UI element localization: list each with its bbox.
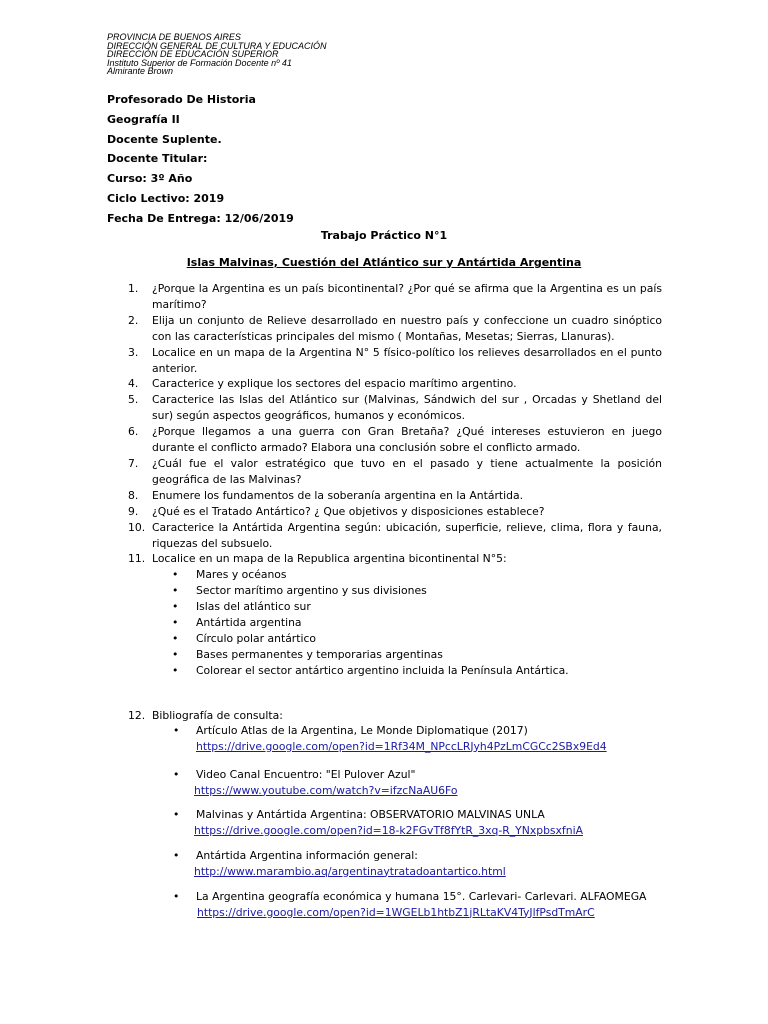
question-text: Enumere los fundamentos de la soberanía argentina en la Antártida. — [152, 488, 524, 502]
bibliography-link[interactable]: https://drive.google.com/open?id=18-k2FGvTf8fYtR_3xq-R_YNxpbsxfniA — [194, 823, 583, 837]
bullet-icon: • — [172, 584, 179, 598]
bibliography-entry — [107, 807, 667, 838]
info-line: Curso: 3º Año — [107, 172, 193, 186]
list-item — [107, 631, 662, 647]
info-line: Geografía II — [107, 112, 180, 126]
question-number: 9. — [128, 504, 139, 518]
question-item — [107, 392, 662, 424]
bibliography-heading — [107, 708, 667, 724]
bibliography-link[interactable]: https://www.youtube.com/watch?v=ifzcNaAU6Fo — [194, 783, 458, 797]
header-line: Instituto Superior de Formación Docente nº 41 — [107, 57, 292, 68]
bibliography-entry-title: Artículo Atlas de la Argentina, Le Monde Diplomatique (2017) — [196, 724, 528, 737]
assignment-subtitle: Islas Malvinas, Cuestión del Atlántico sur y Antártida Argentina — [186, 256, 582, 269]
header-line: PROVINCIA DE BUENOS AIRES — [107, 32, 241, 42]
info-line: Ciclo Lectivo: 2019 — [107, 191, 225, 205]
bibliography-entry-title: La Argentina geografía económica y humana 15°. Carlevari- Carlevari. ALFAOMEGA — [196, 890, 647, 903]
bibliography-entry-title: Malvinas y Antártida Argentina: OBSERVATORIO MALVINAS UNLA — [196, 808, 545, 821]
bullet-icon: • — [172, 663, 179, 677]
question-text: Caracterice y explique los sectores del espacio marítimo argentino. — [152, 377, 517, 391]
bullet-icon: • — [173, 808, 180, 821]
header-line: DIRECCIÓN GENERAL DE CULTURA Y EDUCACIÓN — [107, 40, 327, 51]
map-item-text: Mares y océanos — [196, 568, 287, 582]
question-text: Caracterice la Antártida Argentina según: ubicación, superficie, relieve, clima, flora y fauna, riquezas del subsuelo. — [152, 520, 662, 550]
bullet-icon: • — [173, 768, 180, 781]
list-item — [107, 567, 662, 583]
bullet-icon: • — [173, 724, 180, 737]
question-number: 1. — [128, 282, 139, 295]
question-item — [107, 504, 662, 520]
map-item-text: Bases permanentes y temporarias argentinas — [196, 647, 443, 661]
question-item — [107, 551, 662, 567]
bibliography-entry-title: Video Canal Encuentro: "El Pulover Azul" — [196, 768, 416, 781]
question-number: 6. — [128, 425, 139, 439]
question-item — [107, 376, 662, 392]
bullet-icon: • — [172, 568, 179, 582]
question-number: 11. — [128, 552, 146, 566]
info-line: Docente Suplente. — [107, 132, 222, 146]
map-item-text: Sector marítimo argentino y sus divisiones — [196, 584, 427, 598]
bullet-icon: • — [173, 849, 180, 862]
map-item-list — [107, 567, 662, 678]
info-line: Profesorado De Historia — [107, 93, 256, 106]
question-item — [107, 313, 662, 345]
map-item-text: Círculo polar antártico — [196, 631, 317, 645]
bibliography-section — [107, 708, 667, 919]
question-number: 8. — [128, 488, 139, 502]
info-line: Docente Titular: — [107, 152, 208, 166]
list-item — [107, 615, 662, 631]
bibliography-entry — [107, 767, 667, 798]
question-number: 3. — [128, 345, 139, 359]
header-line: Almirante Brown — [107, 66, 174, 76]
course-info — [107, 90, 427, 229]
question-item — [107, 488, 662, 504]
info-line: Fecha De Entrega: 12/06/2019 — [107, 211, 294, 225]
bibliography-entry — [107, 848, 667, 879]
map-item-text: Islas del atlántico sur — [196, 600, 311, 614]
question-text: ¿Porque la Argentina es un país bicontinental? ¿Por qué se afirma que la Argentina es un país marítimo? — [152, 282, 662, 311]
question-text: Localice en un mapa de la Republica argentina bicontinental N°5: — [152, 552, 507, 566]
list-item — [107, 647, 662, 663]
bibliography-link[interactable]: https://drive.google.com/open?id=1WGELb1htbZ1jRLtaKV4TyJlfPsdTmArC — [197, 905, 595, 919]
bullet-icon: • — [173, 890, 180, 903]
list-item — [107, 663, 662, 679]
question-text: ¿Qué es el Tratado Antártico? ¿ Que objetivos y disposiciones establece? — [152, 504, 545, 518]
header-line: DIRECCIÓN DE EDUCACIÓN SUPERIOR — [107, 49, 279, 59]
list-item — [107, 583, 662, 599]
bullet-icon: • — [172, 616, 179, 630]
question-text: ¿Cuál fue el valor estratégico que tuvo en el pasado y tiene actualmente la posición geográfica de las Malvinas? — [152, 456, 662, 486]
question-text: Localice en un mapa de la Argentina N° 5 físico-político los relieves desarrollados en el punto anterior. — [152, 345, 662, 375]
question-number: 2. — [128, 313, 139, 327]
bullet-icon: • — [172, 647, 179, 661]
question-text: Elija un conjunto de Relieve desarrollado en nuestro país y confeccione un cuadro sinóptico con las características principales del mismo ( Montañas, Mesetas; Sierras, Llanuras). — [152, 313, 662, 343]
bibliography-link[interactable]: http://www.marambio.aq/argentinaytratadoantartico.html — [194, 864, 506, 878]
question-item — [107, 424, 662, 456]
question-number: 12. — [128, 709, 146, 722]
institution-header — [107, 33, 437, 76]
question-number: 7. — [128, 456, 139, 470]
bibliography-entry — [107, 723, 667, 754]
map-item-text: Antártida argentina — [196, 616, 302, 630]
question-list — [107, 281, 662, 679]
question-number: 4. — [128, 377, 139, 391]
bullet-icon: • — [172, 631, 179, 645]
question-item — [107, 456, 662, 488]
bibliography-title: Bibliografía de consulta: — [152, 709, 283, 722]
bullet-icon: • — [172, 600, 179, 614]
bibliography-link[interactable]: https://drive.google.com/open?id=1Rf34M_NPccLRJyh4PzLmCGCc2SBx9Ed4 — [196, 739, 607, 753]
question-number: 10. — [128, 520, 146, 534]
map-item-text: Colorear el sector antártico argentino incluida la Península Antártica. — [196, 663, 569, 677]
question-item — [107, 345, 662, 377]
question-text: ¿Porque llegamos a una guerra con Gran Bretaña? ¿Qué intereses estuvieron en juego durante el conflicto armado? Elabora una conclusión sobre el conflicto armado. — [152, 425, 662, 455]
question-number: 5. — [128, 393, 139, 407]
assignment-title: Trabajo Práctico N°1 — [320, 229, 448, 242]
bibliography-entry — [107, 889, 667, 920]
list-item — [107, 599, 662, 615]
question-item — [107, 281, 662, 313]
bibliography-entry-title: Antártida Argentina información general: — [196, 849, 418, 862]
question-item — [107, 520, 662, 552]
question-text: Caracterice las Islas del Atlántico sur (Malvinas, Sándwich del sur , Orcadas y Shetland del sur) según aspectos geográficos, humanos y económicos. — [152, 393, 662, 423]
